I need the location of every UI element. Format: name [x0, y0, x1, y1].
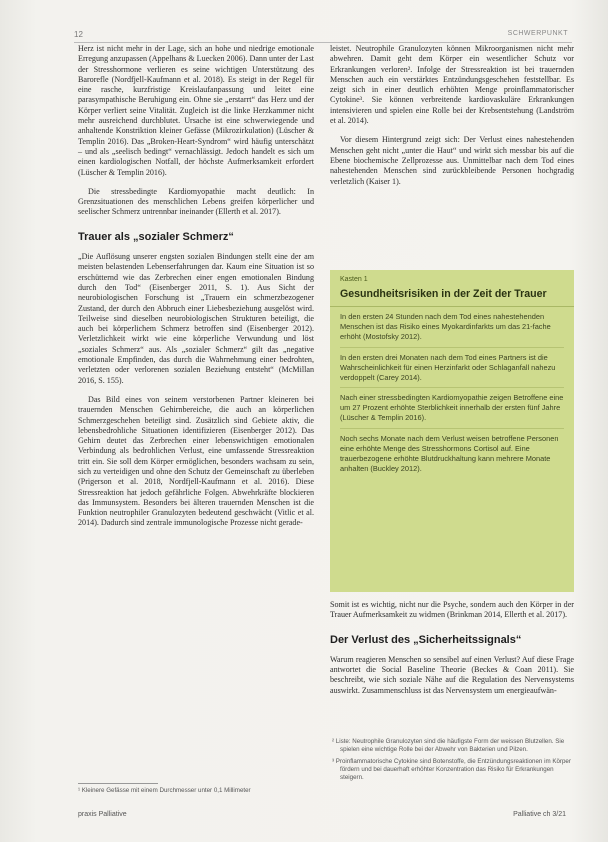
info-box-item: In den ersten drei Monaten nach dem Tod eines Partners ist die Wahrscheinlichkeit für einen Herzinfarkt oder Schlaganfall nahezu verdoppelt (Carey 2014).	[340, 353, 564, 389]
paragraph: Das Bild eines von seinem verstorbenen Partner kleineren bei trauernden Menschen Gehirnbereiche, die auch an körperlichen Schmerzgeschehen beteiligt sind. Zusätzlich sind Gebiete aktiv, die lebensbedrohliche Situationen identifizieren (Eisenberger 2012). Das Gehirn deutet das Zerbrechen einer lebenswichtigen emotionalen Verbindung als bedrohlichen Verlust, eine umfassende Stressreaktion tritt ein. Sie soll dem Körper ermöglichen, besonders wachsam zu sein, sich zu verteidigen und ohne den Schutz der Gemeinschaft zu überleben (Prigerson et al. 2018, Nordfjell-Kaufmann et al. 2016). Diese Stressreaktion hat jedoch gefährliche Folgen. Abwehrkräfte blockieren das Immunsystem. Besonders bei älteren trauernden Menschen ist die Funktion neutrophiler Granulozyten bedeutend geschwächt (Vitlic et al. 2014). Dadurch sind zentrale immunologische Prozesse nicht gerade-	[78, 394, 314, 528]
info-box-rule	[330, 306, 574, 307]
right-column	[330, 44, 574, 196]
info-box-body	[340, 312, 564, 484]
header-rule	[74, 42, 572, 43]
footnote: ² Liste: Neutrophile Granulozyten sind die häufigste Form der weissen Blutzellen. Sie spielen eine wichtige Rolle bei der Abwehr von Bakterien und Pilzen.	[332, 738, 565, 754]
right-column-bottom	[330, 600, 574, 704]
info-box-item: Noch sechs Monate nach dem Verlust weisen betroffene Personen eine erhöhte Menge des Stresshormons Cortisol auf. Eine trauerbezogene erhöhte Blutdruckhaltung kann mehrere Monate anhalten (Buckley 2012).	[340, 434, 559, 473]
section-heading: Trauer als „sozialer Schmerz“	[78, 230, 234, 243]
footnote: ³ Proinflammatorische Cytokine sind Botenstoffe, die Entzündungsreaktionen im Körper fördern und bei dauerhaft erhöhter Konzentration das Risiko für Erkrankungen steigern.	[332, 757, 571, 782]
footnotes	[330, 738, 574, 785]
paragraph: leistet. Neutrophile Granulozyten können Mikroorganismen nicht mehr abwehren. Damit geht dem Körper ein wesentlicher Schutz vor Erkrankungen verloren². Infolge der Stressreaktion ist bei trauernden Menschen auch ein verstärktes Entzündungsgeschehen feststellbar. Es zeigt sich in einer deutlich erhöhten Menge proinflammatorischer Cytokine³. Sie können verbreitende kardiovaskuläre Erkrankungen intensivieren und spielen eine Rolle bei der Krebsentstehung (Landström et al. 2014).	[330, 44, 574, 126]
paragraph: Somit ist es wichtig, nicht nur die Psyche, sondern auch den Körper in der Trauer Aufmerksamkeit zu widmen (Brinkman 2014, Ellerth et al. 2017).	[330, 600, 574, 620]
footnote-rule	[78, 783, 158, 784]
info-box	[330, 270, 574, 592]
info-box-item: Nach einer stressbedingten Kardiomyopathie zeigen Betroffene eine um 27 Prozent erhöhte Sterblichkeit innerhalb der ersten fünf Jahre (Lüscher & Templin 2016).	[340, 393, 564, 429]
footnote: ¹ Kleinere Gefässe mit einem Durchmesser unter 0,1 Millimeter	[78, 787, 251, 794]
running-title: SCHWERPUNKT	[507, 30, 568, 37]
paragraph: Vor diesem Hintergrund zeigt sich: Der Verlust eines nahestehenden Menschen geht nicht „unter die Haut“ und wirkt sich messbar bis auf die Ebene biochemische Zellprozesse aus. Unmittelbar nach dem Tod eines nahestehenden Menschen sind zurückbleibende Personen hochgradig verletzlich (Kaiser 1).	[330, 135, 574, 186]
info-box-item: In den ersten 24 Stunden nach dem Tod eines nahestehenden Menschen ist das Risiko eines Myokardinfarkts um das 21-fache erhöht (Mostofsky 2012).	[340, 312, 564, 348]
info-box-label: Kasten 1	[340, 276, 368, 283]
paragraph: Herz ist nicht mehr in der Lage, sich an hohe und niedrige emotionale Erregung anzupassen (Appelhans & Luecken 2006). Dann unter der Last der Stresshormone verlieren es seine wichtigen Unterstützung des Barorefle (Nordfjell-Kaufmann et al. 2018). Es steigt in der Regel für eine rasche, kurzfristige Kreislaufanpassung und leitet eine parasympathische Beruhigung ein. Ohne sie „erstarrt“ das Herz und der Körper verliert seine Vitalität. Zugleich ist die linke Herzkammer nicht mehr ausreichend durchblutet. Ursache ist eine schwerwiegende und anhaltende Konstriktion kleiner Gefässe (Mikrozirkulation) (Lüscher & Templin 2016). Das „Broken-Heart-Syndrom“ wird häufig unterschätzt – und als „seelisch bedingt“ vernachlässigt. Jedoch handelt es sich um einen kardiologischen Notfall, der höchste Aufmerksamkeit erfordert (Lüscher & Templin 2016).	[78, 44, 314, 177]
info-box-title: Gesundheitsrisiken in der Zeit der Trauer	[340, 288, 547, 300]
footer-left: praxis Palliative	[78, 811, 127, 818]
left-column	[78, 44, 314, 538]
section-heading: Der Verlust des „Sicherheitssignals“	[330, 633, 522, 646]
page-number: 12	[74, 30, 83, 39]
footer-right: Palliative ch 3/21	[513, 811, 566, 818]
quote-paragraph: „Die Auflösung unserer engsten sozialen Bindungen stellt eine der am meisten belastenden Lebenserfahrungen dar. Kaum eine Situation ist so erschütternd wie das Zerbrechen einer engen emotionalen Bindung durch den Tod“ (Eisenberger 2011, S. 1). Aus Sicht der neurobiologischen Forschung ist „Trauern ein schmerzbezogener Zustand, der durch den Abbruch einer Liebesbeziehung ausgelöst wird. Teilweise sind dieselben neurobiologischen Strukturen beteiligt, die auch bei körperlichem Schmerz betroffen sind (Eisenberger 2012). Verletzlichkeit wirkt wie eine körperliche Verwundung und löst „soziales Schmerz“ aus. Als „sozialer Schmerz“ gilt das „negative emotionale Empfinden, das durch die Wahrnehmung einer bedrohten, verletzten oder verlorenen sozialen Beziehung entsteht“ (McMillan 2016, S. 155).	[78, 252, 314, 385]
paragraph: Die stressbedingte Kardiomyopathie macht deutlich: In Grenzsituationen des menschlichen Lebens greifen körperlicher und seelischer Schmerz untrennbar ineinander (Ellerth et al. 2017).	[78, 186, 314, 217]
paragraph: Warum reagieren Menschen so sensibel auf einen Verlust? Auf diese Frage antwortet die Social Baseline Theorie (Beckes & Coan 2011). Sie beschreibt, wie sich soziale Nähe auf die Regulation des Nervensystems auswirkt. Zusammenschluss ist das Nervensystem um energieaufwän-	[330, 654, 574, 695]
